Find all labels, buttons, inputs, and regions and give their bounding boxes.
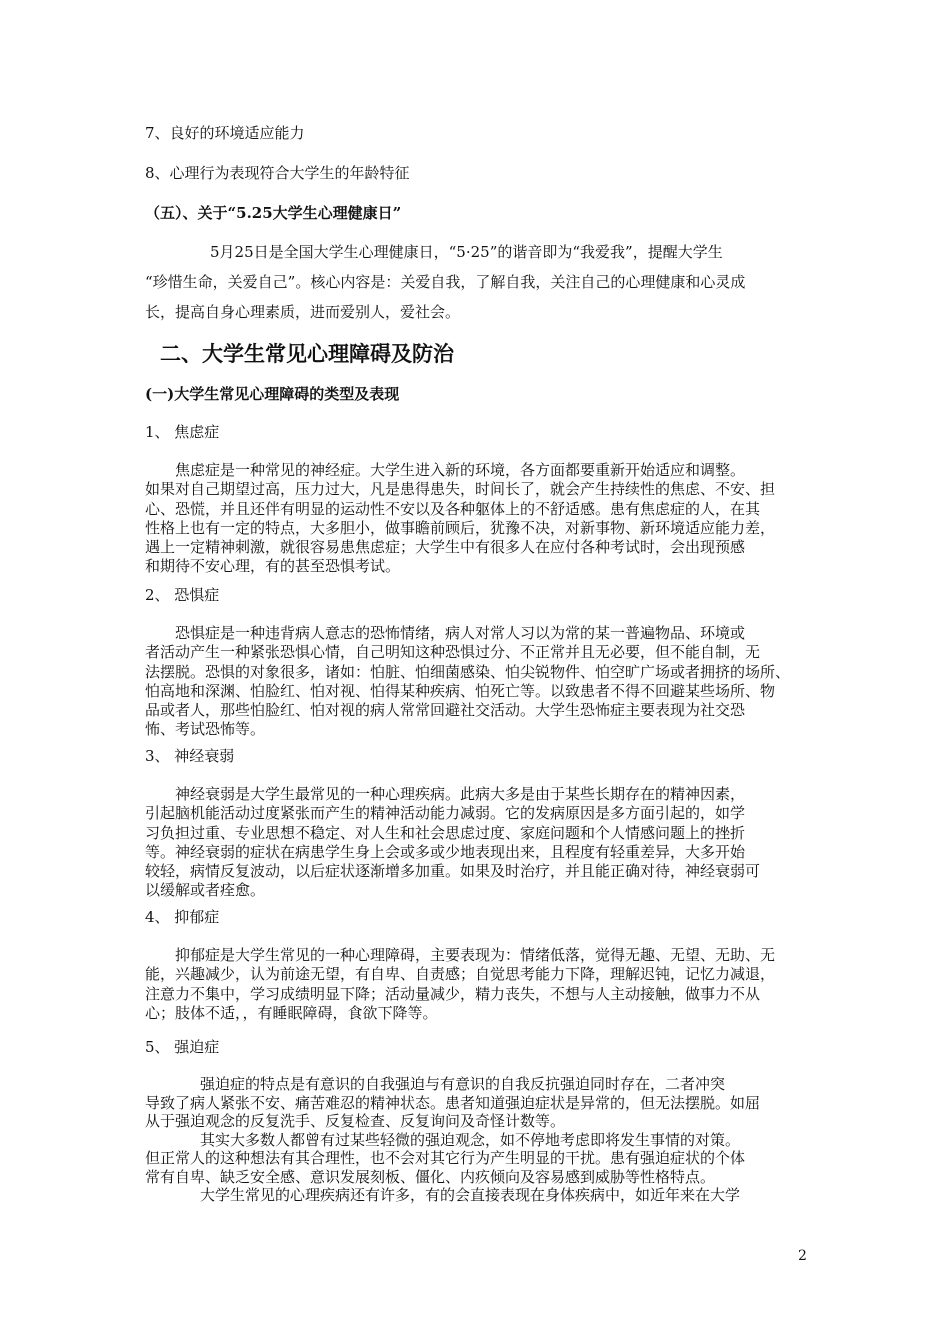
- health-day-paragraph: [145, 237, 809, 327]
- paragraph-line: 5月25日是全国大学生心理健康日，“5·25”的谐音即为“我爱我”，提醒大学生: [210, 243, 723, 261]
- paragraph-line: 能，兴趣减少，认为前途无望，有自卑、自责感；自觉思考能力下降，理解迟钝，记忆力减退，: [145, 965, 776, 984]
- paragraph-line: 较轻，病情反复波动，以后症状逐渐增多加重。如果及时治疗，并且能正确对待，神经衰弱可: [145, 862, 761, 881]
- paragraph-line: 和期待不安心理，有的甚至恐惧考试。: [145, 557, 401, 576]
- list-item-7: 7、良好的环境适应能力: [145, 124, 305, 142]
- paragraph-line: 抑郁症是大学生常见的一种心理障碍，主要表现为：情绪低落，觉得无趣、无望、无助、无: [175, 946, 776, 964]
- paragraph-line: 遇上一定精神刺激，就很容易患焦虑症；大学生中有很多人在应付各种考试时，会出现预感: [145, 538, 746, 557]
- paragraph-line: 但正常人的这种想法有其合理性，也不会对其它行为产生明显的干扰。患有强迫症状的个体: [145, 1149, 746, 1167]
- paragraph-line: 习负担过重、专业思想不稳定、对人生和社会思虑过度、家庭问题和个人情感问题上的挫折: [145, 823, 746, 842]
- anxiety-paragraph: [145, 461, 809, 577]
- neurasthenia-paragraph: [145, 785, 809, 901]
- paragraph-line: 其实大多数人都曾有过某些轻微的强迫观念，如不停地考虑即将发生事情的对策。: [200, 1130, 741, 1149]
- paragraph-line: 强迫症的特点是有意识的自我强迫与有意识的自我反抗强迫同时存在，二者冲突: [200, 1075, 726, 1093]
- paragraph-line: 导致了病人紧张不安、痛苦难忍的精神状态。患者知道强迫症状是异常的，但无法摆脱。如屈: [145, 1093, 761, 1112]
- paragraph-line: 性格上也有一定的特点，大多胆小，做事瞻前顾后，犹豫不决，对新事物、新环境适应能力差，: [145, 518, 776, 537]
- paragraph-line: 常有自卑、缺乏安全感、意识发展刻板、僵化、内疚倾向及容易感到威胁等性格特点。: [145, 1167, 716, 1186]
- paragraph-line: 法摆脱。恐惧的对象很多，诸如：怕脏、怕细菌感染、怕尖锐物件、怕空旷广场或者拥挤的场所、: [145, 662, 791, 681]
- paragraph-line: 心、恐慌，并且还伴有明显的运动性不安以及各种躯体上的不舒适感。患有焦虑症的人，在其: [145, 499, 761, 518]
- paragraph-line: 以缓解或者痊愈。: [145, 881, 266, 900]
- paragraph-line: 神经衰弱是大学生最常见的一种心理疾病。此病大多是由于某些长期存在的精神因素，: [175, 785, 746, 803]
- disorder-label-depression: 4、 抑郁症: [145, 908, 220, 926]
- page-number: 2: [798, 1248, 807, 1264]
- disorder-label-phobia: 2、 恐惧症: [145, 586, 220, 604]
- paragraph-line: 从于强迫观念的反复洗手、反复检查、反复询问及奇怪计数等。: [145, 1112, 566, 1130]
- paragraph-line: 如果对自己期望过高，压力过大，凡是患得患失，时间长了，就会产生持续性的焦虑、不安、担: [145, 480, 776, 499]
- chapter-title: 二、大学生常见心理障碍及防治: [160, 341, 454, 366]
- ocd-paragraph: [145, 1075, 809, 1205]
- paragraph-line: 者活动产生一种紧张恐惧心情，自己明知这种恐惧过分、不正常并且无必要，但不能自制，无: [145, 643, 761, 662]
- paragraph-line: 等。神经衰弱的症状在病患学生身上会或多或少地表现出来，且程度有轻重差异，大多开始: [145, 842, 746, 861]
- chapter-subtitle: (一)大学生常见心理障碍的类型及表现: [145, 385, 400, 403]
- section-heading-5: （五）、关于“5.25大学生心理健康日”: [145, 204, 402, 222]
- paragraph-line: 恐惧症是一种违背病人意志的恐怖情绪，病人对常人习以为常的某一普遍物品、环境或: [175, 624, 746, 642]
- paragraph-line: 心；肢体不适，，有睡眠障碍，食欲下降等。: [145, 1003, 438, 1022]
- paragraph-line: “珍惜生命，关爱自己”。核心内容是：关爱自我，了解自我，关注自己的心理健康和心灵成: [145, 273, 746, 291]
- disorder-label-anxiety: 1、 焦虑症: [145, 423, 220, 441]
- paragraph-line: 长，提高自身心理素质，进而爱别人，爱社会。: [145, 303, 461, 321]
- list-item-8: 8、心理行为表现符合大学生的年龄特征: [145, 164, 410, 182]
- depression-paragraph: [145, 946, 809, 1023]
- disorder-label-neurasthenia: 3、 神经衰弱: [145, 747, 235, 765]
- paragraph-line: 怖、考试恐怖等。: [145, 720, 266, 739]
- phobia-paragraph: [145, 624, 809, 740]
- paragraph-line: 怕高地和深渊、怕脸红、怕对视、怕得某种疾病、怕死亡等。以致患者不得不回避某些场所、物: [145, 681, 776, 700]
- paragraph-line: 大学生常见的心理疾病还有许多，有的会直接表现在身体疾病中，如近年来在大学: [200, 1186, 741, 1204]
- disorder-label-ocd: 5、 强迫症: [145, 1038, 220, 1056]
- paragraph-line: 品或者人，那些怕脸红、怕对视的病人常常回避社交活动。大学生恐怖症主要表现为社交恐: [145, 701, 746, 720]
- paragraph-line: 注意力不集中，学习成绩明显下降；活动量减少，精力丧失，不想与人主动接触，做事力不从: [145, 984, 761, 1003]
- paragraph-line: 焦虑症是一种常见的神经症。大学生进入新的环境，各方面都要重新开始适应和调整。: [175, 461, 746, 479]
- paragraph-line: 引起脑机能活动过度紧张而产生的精神活动能力减弱。它的发病原因是多方面引起的，如学: [145, 804, 746, 823]
